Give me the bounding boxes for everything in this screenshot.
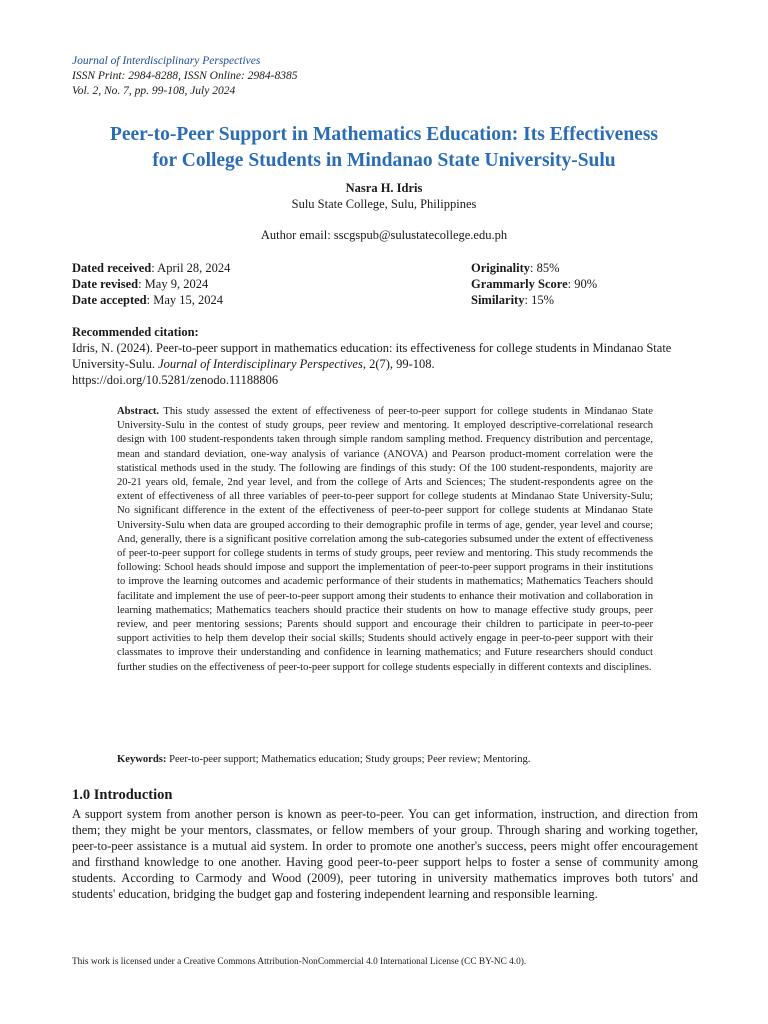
- citation-doi-link[interactable]: https://doi.org/10.5281/zenodo.11188806: [72, 373, 279, 387]
- author-block: [0, 180, 768, 212]
- paper-title: [60, 122, 708, 174]
- scores-block: [471, 260, 597, 308]
- originality-value: : 85%: [530, 261, 560, 275]
- grammarly: [471, 276, 597, 292]
- abstract: [117, 405, 653, 675]
- originality-label: Originality: [471, 261, 531, 275]
- date-accepted-value: : May 15, 2024: [146, 293, 224, 307]
- similarity: [471, 292, 597, 308]
- paper-title-line-1: Peer-to-Peer Support in Mathematics Education: Its Effectiveness: [109, 124, 659, 145]
- keywords: [117, 753, 653, 767]
- introduction-paragraph: A support system from another person is known as peer-to-peer. You can get information, instruction, and direction from them; they might be your mentors, classmates, or fellow members of your group. Through sharing and working together, peer-to-peer assistance is a mutual aid system. In order to promote one another's success, peers might offer encouragement and firsthand knowledge to one another. Having good peer-to-peer support helps to foster a sense of community among students. According to Carmody and Wood (2009), peer tutoring in university mathematics improves both tutors' and students' education, bridging the budget gap and fostering independent learning and responsible learning.: [72, 807, 698, 901]
- paper-title-line-2: for College Students in Mindanao State University-Sulu: [152, 150, 616, 171]
- date-revised-value: : May 9, 2024: [138, 277, 209, 291]
- citation-text: [72, 340, 698, 372]
- date-revised: [72, 276, 230, 292]
- journal-volume: Vol. 2, No. 7, pp. 99-108, July 2024: [72, 85, 236, 97]
- author-email: Author email: sscgspub@sulustatecollege.edu.ph: [260, 228, 508, 242]
- recommended-citation: [72, 324, 698, 388]
- date-accepted-label: Date accepted: [72, 293, 147, 307]
- abstract-label: Abstract.: [117, 406, 160, 417]
- citation-text-part2: , 2(7), 99-108.: [362, 357, 435, 371]
- similarity-label: Similarity: [471, 293, 525, 307]
- similarity-value: : 15%: [524, 293, 554, 307]
- date-accepted: [72, 292, 230, 308]
- date-received-value: : April 28, 2024: [151, 261, 231, 275]
- grammarly-value: : 90%: [567, 277, 598, 291]
- license-footer: This work is licensed under a Creative Commons Attribution-NonCommercial 4.0 International License (CC BY-NC 4.0).: [72, 957, 527, 967]
- abstract-text: This study assessed the extent of effectiveness of peer-to-peer support for college students in Mindanao State University-Sulu in the contest of study groups, peer review and mentoring. It employed descriptive-correlational research design with 100 student-respondents taken through simple random sampling method. Frequency distribution and percentage, mean and standard deviation, one-way analysis of variance (ANOVA) and Pearson product-moment correlation were the statistical methods used in the study. The following are findings of this study: Of the 100 student-respondents, majority are 20-21 years old, female, 2nd year level, and from the college of Arts and Sciences; The student-respondents agree on the extent of effectiveness of all three variables of peer-to-peer support for college students at Mindanao State University-Sulu; No significant difference in the extent of the effectiveness of peer-to-peer support for college students at Mindanao State University-Sulu when data are grouped according to their demographic profile in terms of age, gender, year level and course; And, generally, there is a significant positive correlation among the sub-categories subsumed under the extent of effectiveness of peer-to-peer support for college students in terms of study groups, peer review and mentoring. This study recommends the following: School heads should impose and support the implementation of peer-to-peer support programs in their institutions to improve the learning outcomes and academic performance of their students in mathematics; Mathematics Teachers should facilitate and implement the use of peer-to-peer support among their students to enhance their motivation and collaboration in learning mathematics; Mathematics teachers should practice their students on how to manage effective study groups, peer review, and peer mentoring sessions; Parents should support and encourage their children to participate in peer-to-peer support activities to help them develop their social skills; Students should actively engage in peer-to-peer support with their classmates to improve their understanding and confidence in learning mathematics; and Future researchers should conduct further studies on the effectiveness of peer-to-peer support for college students especially in different contexts and disciplines.: [117, 406, 653, 673]
- citation-journal: Journal of Interdisciplinary Perspectives: [158, 357, 363, 371]
- grammarly-label: Grammarly Score: [471, 277, 568, 291]
- date-received: [72, 260, 230, 276]
- citation-heading: Recommended citation:: [72, 325, 199, 339]
- keywords-label: Keywords:: [117, 754, 167, 765]
- citation-text-part1: Idris, N. (2024). Peer-to-peer support in mathematics education: its effectiveness for college students in Mindanao State University-Sulu.: [72, 341, 672, 371]
- date-revised-label: Date revised: [72, 277, 139, 291]
- author-affiliation: Sulu State College, Sulu, Philippines: [291, 197, 477, 211]
- date-received-label: Dated received: [72, 261, 152, 275]
- journal-header: [72, 54, 298, 99]
- journal-name: Journal of Interdisciplinary Perspectives: [72, 55, 261, 67]
- author-name: Nasra H. Idris: [345, 181, 423, 195]
- dates-block: [72, 260, 230, 308]
- keywords-text: Peer-to-peer support; Mathematics education; Study groups; Peer review; Mentoring.: [166, 754, 531, 765]
- journal-issn: ISSN Print: 2984-8288, ISSN Online: 2984-8385: [72, 70, 298, 82]
- originality: [471, 260, 597, 276]
- section-heading-introduction: 1.0 Introduction: [72, 787, 173, 803]
